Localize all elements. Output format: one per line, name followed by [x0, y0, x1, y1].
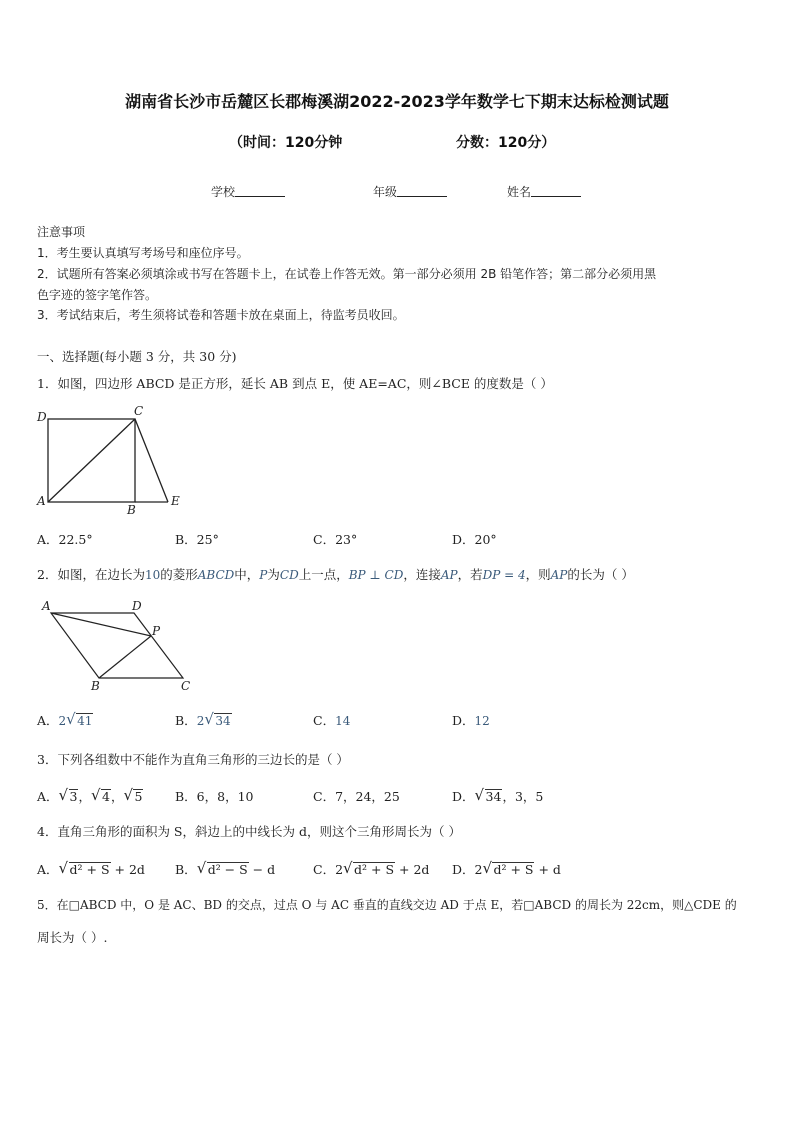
- q2-math-perp: BP ⊥ CD: [348, 568, 404, 582]
- q4-stem: 4．直角三角形的面积为 S，斜边上的中线长为 d，则这个三角形周长为（ ）: [37, 824, 461, 839]
- q2-math-side: 10: [144, 568, 161, 582]
- q3-option-a-label: A．: [37, 789, 59, 804]
- q4-option-c-label: C．: [313, 862, 336, 877]
- q1-segment-ce: [135, 419, 168, 502]
- q3-option-a-r1: 3: [69, 789, 78, 804]
- q2-math-ap-2: AP: [550, 568, 568, 582]
- q2-label-a: A: [42, 599, 51, 613]
- q2-option-a-radicand: 41: [77, 714, 93, 728]
- notice-item-1: 1．考生要认真填写考场号和座位序号。: [37, 246, 249, 260]
- q2-option-a-coef: 2: [58, 714, 67, 728]
- q2-option-b[interactable]: [175, 711, 232, 729]
- q4-option-c[interactable]: [313, 860, 429, 878]
- q4-option-d-rest: + d: [534, 862, 561, 877]
- q2-rhombus: [51, 613, 183, 678]
- q1-option-d[interactable]: D．20°: [452, 532, 497, 547]
- q3-option-d-label: D．: [452, 789, 475, 804]
- school-label: 学校: [211, 185, 236, 199]
- q4-option-a-rest: + 2d: [110, 862, 145, 877]
- total-score: 分数：120分）: [456, 135, 556, 151]
- q2-text-2: 的菱形: [160, 567, 198, 582]
- q2-label-p: P: [152, 624, 161, 638]
- school-field: [211, 183, 285, 200]
- q2-option-c-label: C．: [313, 713, 336, 728]
- q1-figure: [34, 402, 194, 518]
- grade-field: [373, 183, 447, 200]
- q2-stem: [37, 565, 634, 583]
- name-field: [507, 183, 581, 200]
- q1-option-c[interactable]: C．23°: [313, 532, 358, 547]
- q4-option-c-radicand: d² + S: [354, 862, 395, 877]
- q3-option-a-r2: 4: [102, 789, 110, 804]
- q3-option-d-rest: ，3，5: [502, 789, 544, 804]
- q4-option-a-label: A．: [37, 862, 59, 877]
- q1-label-e: E: [171, 494, 180, 508]
- q2-text-7: ，若: [457, 567, 483, 582]
- q1-label-c: C: [134, 404, 144, 418]
- q2-text-3: 中，: [234, 567, 260, 582]
- q3-stem: 3．下列各组数中不能作为直角三角形的三边长的是（ ）: [37, 752, 349, 767]
- q4-option-c-rest: + 2d: [395, 862, 430, 877]
- q2-math-p: P: [259, 568, 268, 582]
- q2-label-d: D: [132, 599, 142, 613]
- q1-label-b: B: [127, 503, 136, 517]
- q4-option-c-coef: 2: [335, 862, 344, 877]
- q2-math-ap: AP: [440, 568, 458, 582]
- q3-option-a[interactable]: A．√ 3，√ 4，√ 5: [37, 787, 143, 805]
- q4-option-d[interactable]: [452, 860, 561, 878]
- q2-option-d-label: D．: [452, 713, 475, 728]
- q2-segment-bp: [99, 636, 151, 678]
- time-limit: （时间：120分钟: [229, 135, 343, 151]
- notice-heading: 注意事项: [37, 225, 86, 239]
- q1-diagonal-ac: [48, 419, 135, 502]
- q4-option-b-rest: − d: [248, 862, 276, 877]
- q2-option-d[interactable]: [452, 711, 490, 729]
- q3-option-a-r3: 5: [134, 789, 143, 804]
- q1-label-a: A: [37, 494, 46, 508]
- q2-text-5: 上一点，: [298, 567, 349, 582]
- q2-text-8: ，则: [525, 567, 551, 582]
- q4-option-a-radicand: d² + S: [69, 862, 110, 877]
- q2-option-a[interactable]: [37, 711, 93, 729]
- q4-option-b-radicand: d² − S: [207, 862, 248, 877]
- name-label: 姓名: [507, 185, 532, 199]
- q4-option-d-radicand: d² + S: [493, 862, 534, 877]
- q1-stem: 1．如图，四边形 ABCD 是正方形，延长 AB 到点 E，使 AE=AC，则∠BCE 的度数是（ ）: [37, 376, 553, 391]
- notice-item-2b: 色字迹的签字笔作答。: [37, 288, 158, 302]
- q2-math-dp: DP = 4: [482, 568, 526, 582]
- q3-option-c[interactable]: C．7，24，25: [313, 789, 400, 804]
- section-heading: 一、选择题(每小题 3 分，共 30 分): [37, 349, 237, 364]
- q4-option-b-label: B．: [175, 862, 197, 877]
- q2-option-a-label: A．: [37, 713, 59, 728]
- q2-text-1: 2．如图，在边长为: [37, 567, 145, 582]
- q1-label-d: D: [37, 410, 47, 424]
- q2-option-c-value: 14: [335, 714, 351, 728]
- notice-item-3: 3．考试结束后，考生须将试卷和答题卡放在桌面上，待监考员收回。: [37, 308, 405, 322]
- q2-option-b-label: B．: [175, 713, 197, 728]
- q2-option-c[interactable]: [313, 711, 350, 729]
- q2-option-d-value: 12: [474, 714, 490, 728]
- q2-label-c: C: [181, 679, 191, 693]
- q2-option-b-coef: 2: [196, 714, 205, 728]
- grade-label: 年级: [373, 185, 398, 199]
- q4-option-b[interactable]: [175, 860, 275, 878]
- q2-figure: [36, 596, 198, 696]
- q2-option-b-radicand: 34: [215, 714, 231, 728]
- q2-text-6: ，连接: [403, 567, 441, 582]
- q1-option-a[interactable]: A．22.5°: [37, 532, 93, 547]
- q3-option-b[interactable]: B．6，8，10: [175, 789, 254, 804]
- q4-option-d-label: D．: [452, 862, 475, 877]
- name-blank[interactable]: [531, 184, 581, 197]
- q4-option-d-coef: 2: [474, 862, 483, 877]
- q1-option-b[interactable]: B．25°: [175, 532, 219, 547]
- q2-math-abcd: ABCD: [197, 568, 235, 582]
- q2-text-4: 为: [267, 567, 280, 582]
- q5-stem-line-2: 周长为（ ）.: [37, 930, 108, 945]
- q2-math-cd: CD: [279, 568, 299, 582]
- grade-blank[interactable]: [397, 184, 447, 197]
- q5-stem-line-1: 5．在□ABCD 中，O 是 AC、BD 的交点，过点 O 与 AC 垂直的直线交边 AD 于点 E，若□ABCD 的周长为 22cm，则△CDE 的: [37, 898, 737, 912]
- school-blank[interactable]: [235, 184, 285, 197]
- q3-option-d[interactable]: [452, 787, 543, 805]
- q2-text-9: 的长为（ ）: [567, 567, 634, 582]
- q2-label-b: B: [91, 679, 100, 693]
- notice-item-2a: 2．试题所有答案必须填涂或书写在答题卡上，在试卷上作答无效。第一部分必须用 2B 铅笔作答；第二部分必须用黑: [37, 267, 657, 281]
- page-title: 湖南省长沙市岳麓区长郡梅溪湖2022-2023学年数学七下期末达标检测试题: [125, 92, 669, 111]
- q3-option-d-radicand: 34: [485, 789, 502, 804]
- q4-option-a[interactable]: [37, 860, 145, 878]
